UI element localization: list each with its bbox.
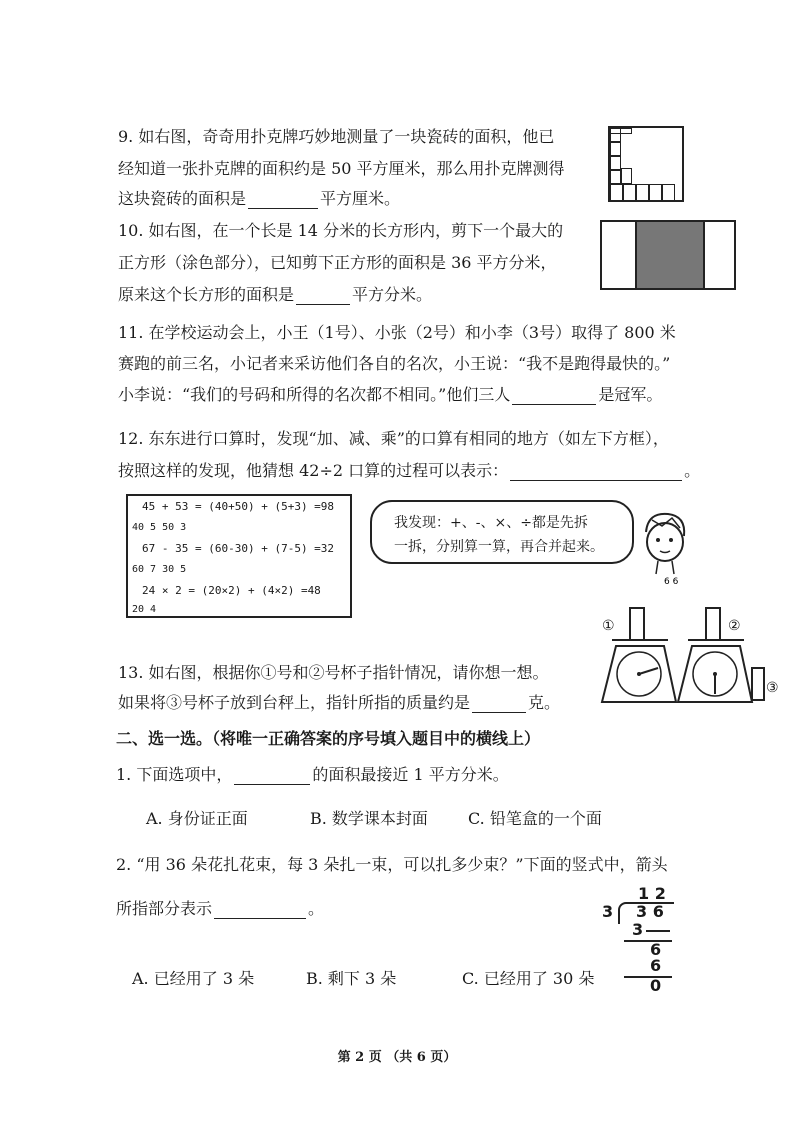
- c1-stem: [116, 762, 509, 785]
- c1-text-b: 的面积最接近 1 平方分米。: [312, 765, 509, 784]
- division-quotient: 1 2: [638, 884, 666, 903]
- q13-text-a: 如果将③号杯子放到台秤上，指针所指的质量约是: [118, 693, 471, 712]
- cup-label-1: ①: [602, 618, 615, 634]
- tile-figure: [608, 126, 684, 202]
- c2-option-a[interactable]: A. 已经用了 3 朵: [132, 969, 255, 988]
- c2-line1: 2. “用 36 朵花扎花束，每 3 朵扎一束，可以扎多少束？”下面的竖式中，箭头: [116, 855, 668, 874]
- q11-line2: 赛跑的前三名，小记者来采访他们各自的名次，小王说：“我不是跑得最快的。”: [118, 354, 671, 373]
- c1-option-c[interactable]: C. 铅笔盒的一个面: [468, 809, 602, 828]
- q12-text-b: 。: [684, 461, 701, 480]
- eq3-split: 20 4: [132, 604, 157, 615]
- arrow-line: [646, 930, 670, 932]
- long-division: [596, 884, 686, 994]
- q11-text-b: 是冠军。: [598, 385, 663, 404]
- q10-text-a: 原来这个长方形的面积是: [118, 285, 295, 304]
- q11-line1: 11. 在学校运动会上，小王（1号）、小张（2号）和小李（3号）取得了 800 米: [118, 323, 676, 342]
- q9-answer-blank[interactable]: [248, 192, 318, 209]
- speech-bubble: [370, 500, 634, 564]
- c2-text-b: 。: [308, 899, 325, 918]
- q11-line3: [118, 382, 662, 405]
- q13-line1: 13. 如右图，根据你①号和②号杯子指针情况，请你想一想。: [118, 663, 549, 682]
- bubble-line1: 我发现：+、-、×、÷都是先拆: [394, 515, 588, 531]
- q13-text-b: 克。: [528, 693, 561, 712]
- division-remainder: 6: [650, 940, 662, 959]
- cup-label-3: ③: [766, 680, 779, 696]
- q9-text-b: 平方厘米。: [320, 189, 401, 208]
- c2-option-c[interactable]: C. 已经用了 30 朵: [462, 969, 595, 988]
- q12-line2: [118, 458, 700, 481]
- q12-text-a: 按照这样的发现，他猜想 42÷2 口算的过程可以表示：: [118, 461, 509, 480]
- eq1: 45 + 53 = (40+50) + (5+3) =98: [142, 500, 335, 513]
- scales-figure: [600, 606, 780, 710]
- division-final: 0: [650, 976, 662, 995]
- q9-line2: 经知道一张扑克牌的面积约是 50 平方厘米，那么用扑克牌测得: [118, 159, 565, 178]
- section2-title: 二、选一选。（将唯一正确答案的序号填入题目中的横线上）: [116, 729, 541, 748]
- q11-answer-blank[interactable]: [512, 388, 596, 405]
- eq2-split: 60 7 30 5: [132, 564, 187, 575]
- eq3: 24 × 2 = (20×2) + (4×2) =48: [142, 584, 321, 597]
- page-footer: 第 2 页 （共 6 页）: [337, 1050, 457, 1065]
- bubble-line2: 一拆，分别算一算，再合并起来。: [394, 539, 604, 555]
- division-step2: 6: [650, 956, 662, 975]
- q9-line1: 9. 如右图，奇奇用扑克牌巧妙地测量了一块瓷砖的面积，他已: [118, 127, 555, 146]
- division-step1: 3: [632, 920, 644, 939]
- q9-text-a: 这块瓷砖的面积是: [118, 189, 247, 208]
- division-divisor: 3: [602, 902, 614, 921]
- c2-text-a: 所指部分表示: [116, 899, 213, 918]
- c2-answer-blank[interactable]: [214, 902, 306, 919]
- q10-line1: 10. 如右图，在一个长是 14 分米的长方形内，剪下一个最大的: [118, 221, 564, 240]
- q12-answer-blank[interactable]: [510, 464, 682, 481]
- c1-answer-blank[interactable]: [234, 768, 310, 785]
- svg-text:6 6: 6 6: [664, 577, 679, 586]
- q13-answer-blank[interactable]: [472, 696, 526, 713]
- division-dividend: 3 6: [636, 902, 664, 921]
- c1-option-a[interactable]: A. 身份证正面: [146, 809, 248, 828]
- q10-line3: [118, 282, 432, 305]
- c1-text-a: 1. 下面选项中，: [116, 765, 233, 784]
- rectangle-figure: [600, 220, 736, 290]
- q10-line2: 正方形（涂色部分），已知剪下正方形的面积是 36 平方分米，: [118, 253, 557, 272]
- eq2: 67 - 35 = (60-30) + (7-5) =32: [142, 542, 335, 555]
- q10-text-b: 平方分米。: [352, 285, 433, 304]
- c2-line2: [116, 896, 324, 919]
- q12-line1: 12. 东东进行口算时，发现“加、减、乘”的口算有相同的地方（如左下方框），: [118, 429, 669, 448]
- q13-line2: [118, 690, 560, 713]
- q9-line3: [118, 186, 400, 209]
- cup-label-2: ②: [728, 618, 741, 634]
- c2-option-b[interactable]: B. 剩下 3 朵: [306, 969, 397, 988]
- shaded-square: [635, 222, 705, 288]
- q10-answer-blank[interactable]: [296, 288, 350, 305]
- calculation-box: [126, 494, 352, 618]
- c1-option-b[interactable]: B. 数学课本封面: [310, 809, 428, 828]
- eq1-split: 40 5 50 3: [132, 522, 187, 533]
- boy-icon: [634, 506, 694, 586]
- q11-text-a: 小李说：“我们的号码和所得的名次都不相同。”他们三人: [118, 385, 511, 404]
